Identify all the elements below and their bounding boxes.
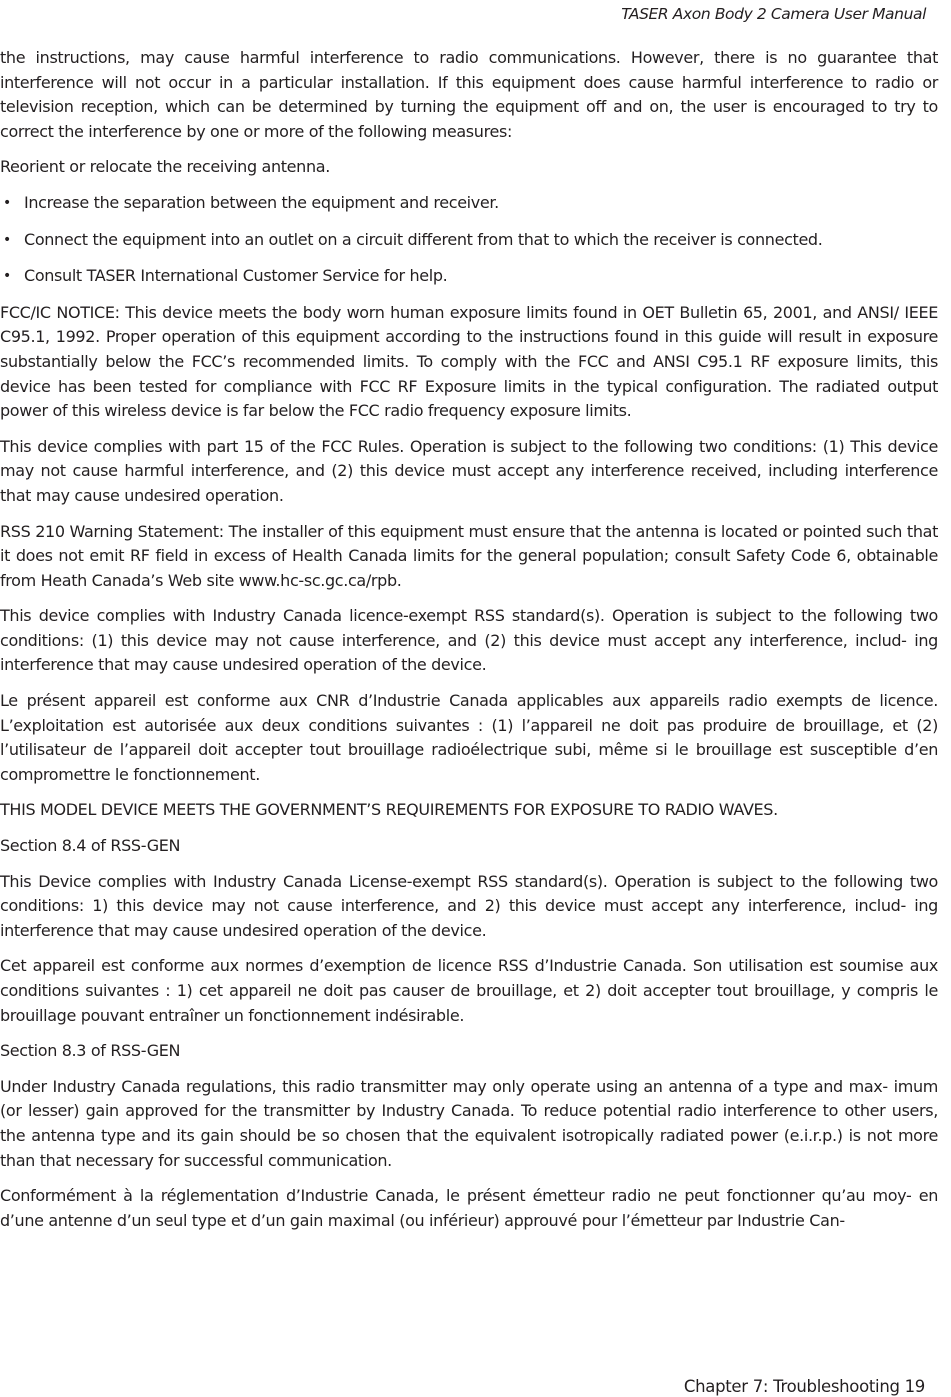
- ic-french-paragraph-1: Le présent appareil est conforme aux CNR d’Industrie Canada applicables aux appareils radio exempts de licence. L’exploitation est autorisée aux deux conditions suivantes : (1) l’appareil ne doit pas produire de brouillage, et (2) l’utilisateur de l’appareil doit accepter tout brouillage radioélectrique subi, même si le brouillage est susceptible d’en compromettre le fonctionnement.: [0, 691, 938, 784]
- ic-english-paragraph-2: This Device complies with Industry Canada License-exempt RSS standard(s). Operation is subject to the following two conditions: 1) this device may not cause interference, and 2) this device must accept any interference, includ- ing interference that may cause undesired operation of the device.: [0, 871, 938, 940]
- list-item: [0, 264, 938, 289]
- fcc-ic-notice-paragraph: FCC/IC NOTICE: This device meets the body worn human exposure limits found in OET Bulletin 65, 2001, and ANSI/ IEEE C95.1, 1992. Proper operation of this equipment according to the instructions found in this guide will result in exposure substantially below the FCC’s recommended limits. To comply with the FCC and ANSI C95.1 RF exposure limits, this device has been tested for compliance with FCC RF Exposure limits in the typical configuration. The radiated output power of this wireless device is far below the FCC radio frequency exposure limits.: [0, 302, 938, 421]
- bullet-icon: •: [3, 194, 11, 211]
- list-item-text: Increase the separation between the equipment and receiver.: [24, 192, 499, 212]
- list-item-text: Consult TASER International Customer Service for help.: [24, 266, 448, 286]
- antenna-french-paragraph: Conformément à la réglementation d’Industrie Canada, le présent émetteur radio ne peut fonctionner qu’au moy- en d’une antenne d’un seul type et d’un gain maximal (ou inférieur) approuvé pour l’émetteur par Industrie Can-: [0, 1186, 938, 1230]
- ic-french-paragraph-2: Cet appareil est conforme aux normes d’exemption de licence RSS d’Industrie Canada. Son utilisation est soumise aux conditions suivantes : 1) cet appareil ne doit pas causer de brouillage, et 2) doit accepter tout brouillage, y compris le brouillage pouvant entraîner un fonctionnement indésirable.: [0, 956, 938, 1025]
- section-8-4-heading: Section 8.4 of RSS-GEN: [0, 836, 181, 856]
- intro-paragraph: the instructions, may cause harmful interference to radio communications. However, there is no guarantee that interference will not occur in a particular installation. If this equipment does cause harmful interference to radio or television reception, which can be determined by turning the equipment off and on, the user is encouraged to try to correct the interference by one or more of the following measures:: [0, 48, 938, 141]
- reorient-paragraph: Reorient or relocate the receiving antenna.: [0, 157, 330, 177]
- bullet-icon: •: [3, 268, 11, 285]
- bullet-icon: •: [3, 231, 11, 248]
- list-item: [0, 228, 938, 253]
- page-body: [0, 46, 938, 1244]
- section-8-3-heading: Section 8.3 of RSS-GEN: [0, 1041, 181, 1061]
- part15-paragraph: This device complies with part 15 of the FCC Rules. Operation is subject to the following two conditions: (1) This device may not cause harmful interference, and (2) this device must accept any interference received, including interference that may cause undesired operation.: [0, 436, 938, 505]
- antenna-english-paragraph: Under Industry Canada regulations, this radio transmitter may only operate using an antenna of a type and max- imum (or lesser) gain approved for the transmitter by Industry Canada. To reduce potential radio interference to other users, the antenna type and its gain should be so chosen that the equivalent isotropically radiated power (e.i.r.p.) is not more than that necessary for successful communication.: [0, 1076, 938, 1170]
- measures-list: [0, 191, 938, 289]
- running-footer-chapter: Chapter 7: Troubleshooting 19: [683, 1377, 925, 1396]
- running-header-title: TASER Axon Body 2 Camera User Manual: [621, 5, 926, 23]
- rss210-paragraph: RSS 210 Warning Statement: The installer of this equipment must ensure that the antenna is located or pointed such that it does not emit RF field in excess of Health Canada limits for the general population; consult Safety Code 6, obtainable from Heath Canada’s Web site www.hc-sc.gc.ca/rpb.: [0, 521, 938, 590]
- government-requirements-paragraph: THIS MODEL DEVICE MEETS THE GOVERNMENT’S REQUIREMENTS FOR EXPOSURE TO RADIO WAVES.: [0, 800, 778, 820]
- list-item-text: Connect the equipment into an outlet on a circuit different from that to which the receiver is connected.: [24, 229, 823, 249]
- list-item: [0, 191, 938, 216]
- ic-english-paragraph-1: This device complies with Industry Canada licence-exempt RSS standard(s). Operation is subject to the following two conditions: (1) this device may not cause interference, and (2) this device must accept any interference, includ- ing interference that may cause undesired operation of the device.: [0, 606, 938, 675]
